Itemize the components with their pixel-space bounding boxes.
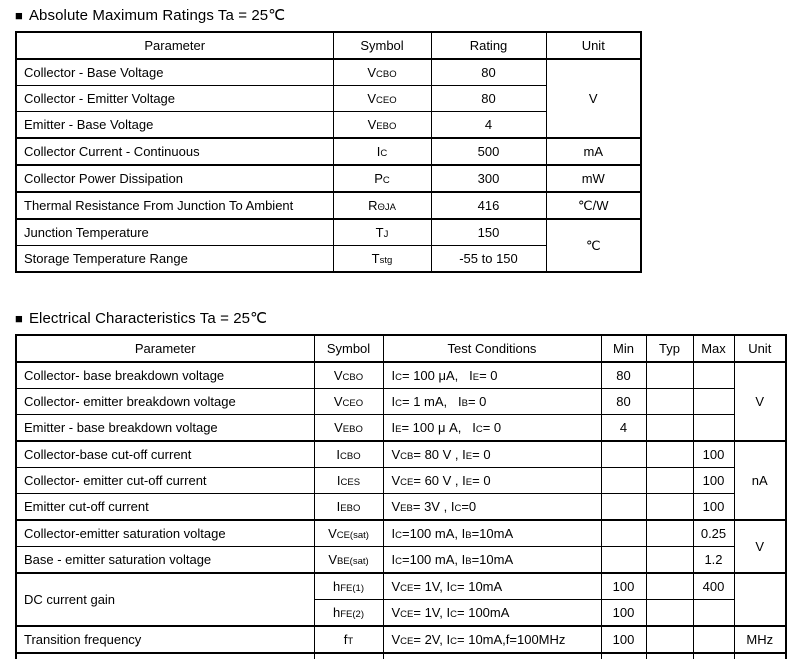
column-header-typ: Typ bbox=[646, 335, 693, 362]
param-cell: Emitter - base breakdown voltage bbox=[16, 415, 314, 442]
min-cell: 80 bbox=[601, 362, 646, 389]
conditions-cell: IE= 100 μ A, IC= 0 bbox=[383, 415, 601, 442]
param-cell: Emitter - Base Voltage bbox=[16, 112, 333, 139]
rating-cell: 80 bbox=[431, 86, 546, 112]
symbol-cell: hFE(2) bbox=[314, 600, 383, 627]
param-cell: Junction Temperature bbox=[16, 219, 333, 246]
table-row bbox=[16, 441, 786, 468]
conditions-cell: IC= 1 mA, IB= 0 bbox=[383, 389, 601, 415]
rating-cell: 80 bbox=[431, 59, 546, 86]
symbol-cell: VEBO bbox=[314, 415, 383, 442]
param-cell: Collector-emitter saturation voltage bbox=[16, 520, 314, 547]
table-row bbox=[16, 494, 786, 521]
symbol-cell: ICBO bbox=[314, 441, 383, 468]
conditions-cell: IC=100 mA, IB=10mA bbox=[383, 547, 601, 574]
param-cell: Thermal Resistance From Junction To Ambient bbox=[16, 192, 333, 219]
column-header-min: Min bbox=[601, 335, 646, 362]
max-cell: 100 bbox=[693, 468, 734, 494]
typ-cell bbox=[646, 389, 693, 415]
symbol-cell: VCBO bbox=[333, 59, 431, 86]
symbol-cell: VEBO bbox=[333, 112, 431, 139]
stub-cell bbox=[16, 653, 314, 659]
abs-max-title-text: Absolute Maximum Ratings Ta = 25℃ bbox=[28, 7, 286, 24]
param-cell: Collector-base cut-off current bbox=[16, 441, 314, 468]
elec-char-title-text: Electrical Characteristics Ta = 25℃ bbox=[28, 310, 268, 327]
section-bullet-icon: ■ bbox=[15, 8, 23, 23]
typ-cell bbox=[646, 573, 693, 600]
typ-cell bbox=[646, 468, 693, 494]
abs-max-section-title bbox=[15, 6, 791, 24]
max-cell bbox=[693, 600, 734, 627]
max-cell bbox=[693, 415, 734, 442]
rating-cell: 4 bbox=[431, 112, 546, 139]
column-header-max: Max bbox=[693, 335, 734, 362]
conditions-cell: VEB= 3V , IC=0 bbox=[383, 494, 601, 521]
table-row bbox=[16, 362, 786, 389]
symbol-cell: IEBO bbox=[314, 494, 383, 521]
column-header-test-conditions: Test Conditions bbox=[383, 335, 601, 362]
max-cell: 100 bbox=[693, 441, 734, 468]
min-cell: 80 bbox=[601, 389, 646, 415]
max-cell: 400 bbox=[693, 573, 734, 600]
unit-cell: mW bbox=[546, 165, 641, 192]
param-cell: Collector Power Dissipation bbox=[16, 165, 333, 192]
elec-char-section-title bbox=[15, 309, 791, 327]
table-row bbox=[16, 547, 786, 574]
table-row bbox=[16, 626, 786, 653]
min-cell: 100 bbox=[601, 626, 646, 653]
conditions-cell: VCE= 1V, IC= 10mA bbox=[383, 573, 601, 600]
max-cell: 1.2 bbox=[693, 547, 734, 574]
table-row bbox=[16, 573, 786, 600]
typ-cell bbox=[646, 547, 693, 574]
cutoff-row-stub bbox=[16, 653, 786, 659]
min-cell: 100 bbox=[601, 573, 646, 600]
symbol-cell: VCEO bbox=[333, 86, 431, 112]
conditions-cell: VCE= 60 V , IE= 0 bbox=[383, 468, 601, 494]
absolute-maximum-ratings-table bbox=[15, 31, 642, 273]
param-cell: Collector- emitter cut-off current bbox=[16, 468, 314, 494]
max-cell: 100 bbox=[693, 494, 734, 521]
rating-cell: 150 bbox=[431, 219, 546, 246]
stub-cell bbox=[693, 653, 734, 659]
param-cell: Collector- base breakdown voltage bbox=[16, 362, 314, 389]
conditions-cell: VCE= 1V, IC= 100mA bbox=[383, 600, 601, 627]
symbol-cell: TJ bbox=[333, 219, 431, 246]
table-row bbox=[16, 165, 641, 192]
stub-cell bbox=[601, 653, 646, 659]
symbol-cell: VCE(sat) bbox=[314, 520, 383, 547]
param-cell: Storage Temperature Range bbox=[16, 246, 333, 273]
unit-cell: mA bbox=[546, 138, 641, 165]
param-cell: Base - emitter saturation voltage bbox=[16, 547, 314, 574]
stub-cell bbox=[734, 653, 786, 659]
typ-cell bbox=[646, 626, 693, 653]
param-cell: Collector- emitter breakdown voltage bbox=[16, 389, 314, 415]
table-row bbox=[16, 520, 786, 547]
unit-cell: V bbox=[546, 59, 641, 138]
stub-cell bbox=[646, 653, 693, 659]
unit-cell: V bbox=[734, 362, 786, 441]
conditions-cell: IC=100 mA, IB=10mA bbox=[383, 520, 601, 547]
typ-cell bbox=[646, 494, 693, 521]
table-row bbox=[16, 192, 641, 219]
table-row bbox=[16, 138, 641, 165]
typ-cell bbox=[646, 520, 693, 547]
symbol-cell: VCEO bbox=[314, 389, 383, 415]
min-cell bbox=[601, 547, 646, 574]
symbol-cell: RΘJA bbox=[333, 192, 431, 219]
max-cell bbox=[693, 626, 734, 653]
unit-cell: MHz bbox=[734, 626, 786, 653]
unit-cell: ℃/W bbox=[546, 192, 641, 219]
min-cell bbox=[601, 468, 646, 494]
min-cell bbox=[601, 494, 646, 521]
table-row bbox=[16, 415, 786, 442]
rating-cell: 416 bbox=[431, 192, 546, 219]
min-cell bbox=[601, 441, 646, 468]
column-header-unit: Unit bbox=[734, 335, 786, 362]
conditions-cell: IC= 100 μA, IE= 0 bbox=[383, 362, 601, 389]
unit-cell: ℃ bbox=[546, 219, 641, 272]
min-cell: 100 bbox=[601, 600, 646, 627]
symbol-cell: VCBO bbox=[314, 362, 383, 389]
param-cell: Emitter cut-off current bbox=[16, 494, 314, 521]
stub-cell bbox=[383, 653, 601, 659]
param-cell: Collector - Emitter Voltage bbox=[16, 86, 333, 112]
max-cell bbox=[693, 362, 734, 389]
max-cell: 0.25 bbox=[693, 520, 734, 547]
rating-cell: 500 bbox=[431, 138, 546, 165]
max-cell bbox=[693, 389, 734, 415]
column-header-rating: Rating bbox=[431, 32, 546, 59]
conditions-cell: VCB= 80 V , IE= 0 bbox=[383, 441, 601, 468]
conditions-cell: VCE= 2V, IC= 10mA,f=100MHz bbox=[383, 626, 601, 653]
column-header-symbol: Symbol bbox=[333, 32, 431, 59]
typ-cell bbox=[646, 600, 693, 627]
column-header-symbol: Symbol bbox=[314, 335, 383, 362]
table-row bbox=[16, 389, 786, 415]
rating-cell: 300 bbox=[431, 165, 546, 192]
table-header-row bbox=[16, 32, 641, 59]
unit-cell: nA bbox=[734, 441, 786, 520]
symbol-cell: Tstg bbox=[333, 246, 431, 273]
symbol-cell: IC bbox=[333, 138, 431, 165]
stub-cell bbox=[314, 653, 383, 659]
symbol-cell: VBE(sat) bbox=[314, 547, 383, 574]
param-cell: Collector Current - Continuous bbox=[16, 138, 333, 165]
column-header-parameter: Parameter bbox=[16, 32, 333, 59]
column-header-unit: Unit bbox=[546, 32, 641, 59]
symbol-cell: ICES bbox=[314, 468, 383, 494]
table-row bbox=[16, 219, 641, 246]
rating-cell: -55 to 150 bbox=[431, 246, 546, 273]
typ-cell bbox=[646, 362, 693, 389]
unit-cell: V bbox=[734, 520, 786, 573]
table-row bbox=[16, 59, 641, 86]
typ-cell bbox=[646, 441, 693, 468]
unit-cell bbox=[734, 573, 786, 626]
param-cell: DC current gain bbox=[16, 573, 314, 626]
section-bullet-icon: ■ bbox=[15, 311, 23, 326]
param-cell: Collector - Base Voltage bbox=[16, 59, 333, 86]
min-cell bbox=[601, 520, 646, 547]
symbol-cell: hFE(1) bbox=[314, 573, 383, 600]
symbol-cell: fT bbox=[314, 626, 383, 653]
column-header-parameter: Parameter bbox=[16, 335, 314, 362]
symbol-cell: PC bbox=[333, 165, 431, 192]
min-cell: 4 bbox=[601, 415, 646, 442]
param-cell: Transition frequency bbox=[16, 626, 314, 653]
table-row bbox=[16, 468, 786, 494]
electrical-characteristics-table bbox=[15, 334, 787, 659]
typ-cell bbox=[646, 415, 693, 442]
table-header-row bbox=[16, 335, 786, 362]
